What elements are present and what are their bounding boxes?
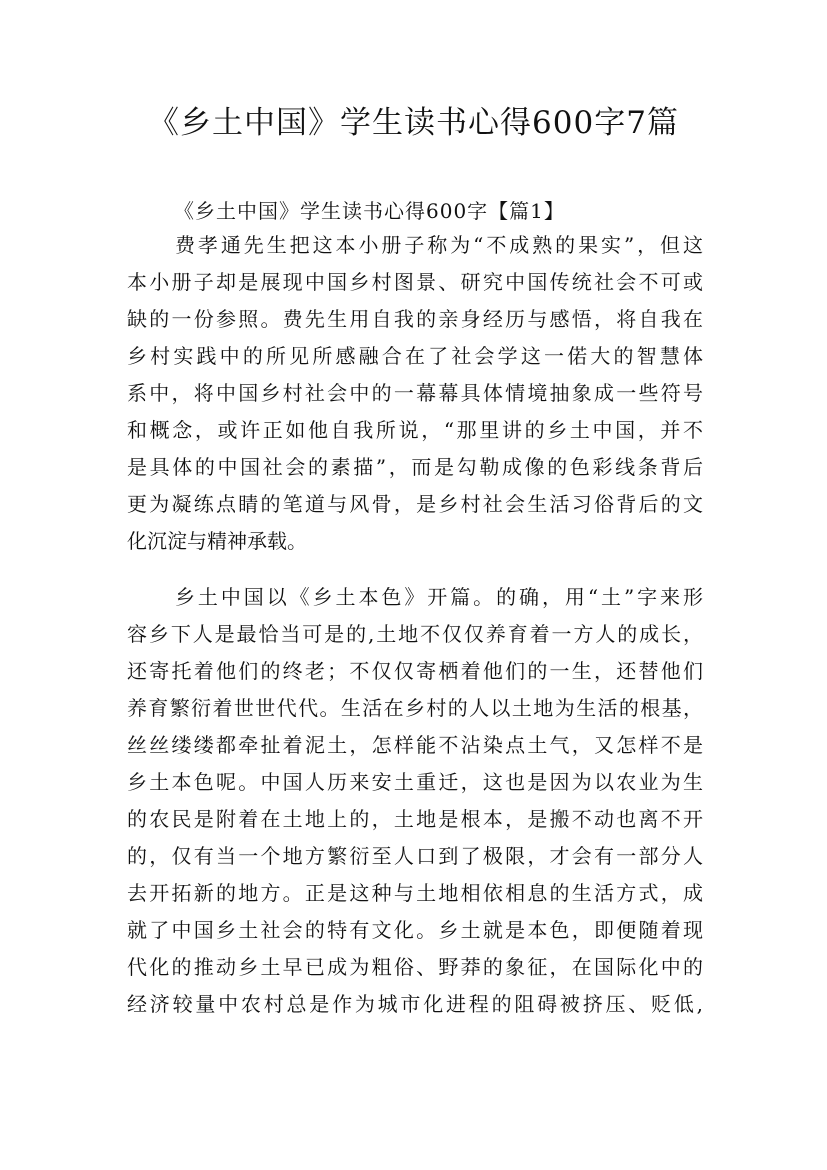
- text-line: 缺的一份参照。费先生用自我的亲身经历与感悟，将自我在: [127, 307, 703, 331]
- text-line: 养育繁衍着世世代代。生活在乡村的人以土地为生活的根基，: [127, 696, 703, 720]
- text-line: 乡土中国以《乡土本色》开篇。的确，用“土”字来形: [175, 585, 703, 609]
- text-line: 乡村实践中的所见所感融合在了社会学这一偌大的智慧体: [127, 344, 703, 368]
- paragraph-1: [127, 227, 703, 560]
- text-line: 就了中国乡土社会的特有文化。乡土就是本色，即便随着现: [127, 918, 703, 942]
- text-line: 更为凝练点睛的笔道与风骨，是乡村社会生活习俗背后的文: [127, 492, 703, 516]
- text-line: 经济较量中农村总是作为城市化进程的阻碍被挤压、贬低,: [127, 992, 703, 1016]
- text-line: 去开拓新的地方。正是这种与土地相依相息的生活方式，成: [127, 881, 703, 905]
- text-line: 和概念，或许正如他自我所说，“那里讲的乡土中国，并不: [127, 418, 703, 442]
- section-heading: 《乡土中国》学生读书心得600字【篇1】: [174, 199, 565, 223]
- text-line: 本小册子却是展现中国乡村图景、研究中国传统社会不可或: [127, 270, 703, 294]
- text-line: 化沉淀与精神承载。: [127, 529, 307, 553]
- text-line: 的，仅有当一个地方繁衍至人口到了极限，才会有一部分人: [127, 844, 703, 868]
- text-line: 系中，将中国乡村社会中的一幕幕具体情境抽象成一些符号: [127, 381, 703, 405]
- text-line: 还寄托着他们的终老；不仅仅寄栖着他们的一生，还替他们: [127, 659, 703, 683]
- text-line: 乡土本色呢。中国人历来安土重迁，这也是因为以农业为生: [127, 770, 703, 794]
- text-line: 的农民是附着在土地上的，土地是根本，是搬不动也离不开: [127, 807, 703, 831]
- text-line: 容乡下人是最恰当可是的,土地不仅仅养育着一方人的成长，: [127, 622, 703, 646]
- text-line: 是具体的中国社会的素描”，而是勾勒成像的色彩线条背后: [127, 455, 703, 479]
- text-line: 费孝通先生把这本小册子称为“不成熟的果实”，但这: [175, 233, 703, 257]
- text-line: 代化的推动乡土早已成为粗俗、野莽的象征，在国际化中的: [127, 955, 703, 979]
- document-title: 《乡土中国》学生读书心得600字7篇: [148, 105, 679, 141]
- text-line: 丝丝缕缕都牵扯着泥土，怎样能不沾染点土气，又怎样不是: [127, 733, 703, 757]
- paragraph-2: [127, 579, 703, 1023]
